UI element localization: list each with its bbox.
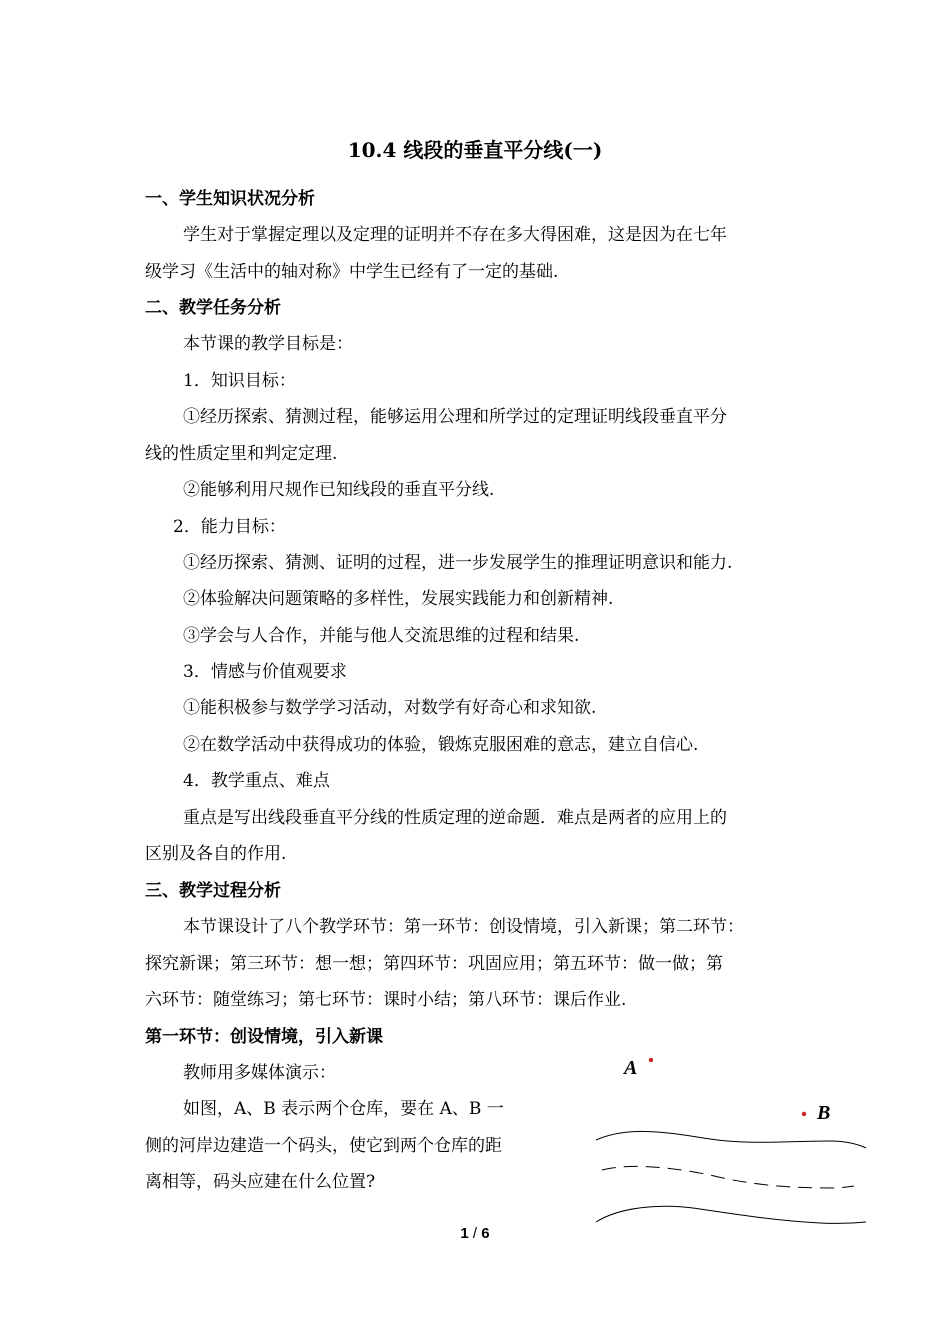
paragraph-line: ③学会与人合作，并能与他人交流思维的过程和结果. (183, 626, 580, 646)
paragraph-line: ②在数学活动中获得成功的体验，锻炼克服困难的意志，建立自信心. (183, 735, 699, 755)
paragraph-line: ①经历探索、猜测、证明的过程，进一步发展学生的推理证明意识和能力. (183, 553, 733, 573)
point-a-dot (649, 1058, 653, 1062)
paragraph-line: 六环节：随堂练习；第七环节：课时小结；第八环节：课后作业. (145, 990, 627, 1010)
river-bank-upper (596, 1131, 866, 1148)
river-warehouse-figure (590, 1045, 875, 1235)
document-title: 10.4 线段的垂直平分线(一) (347, 138, 603, 162)
river-bank-lower (596, 1206, 866, 1223)
point-b-dot (802, 1112, 806, 1116)
section-heading-2: 二、教学任务分析 (145, 298, 281, 318)
paragraph-line: 本节课设计了八个教学环节：第一环节：创设情境，引入新课；第二环节： (183, 917, 744, 937)
paragraph-line: 区别及各自的作用. (145, 844, 287, 864)
river-center-dashed (602, 1166, 854, 1188)
page-number (0, 1225, 950, 1242)
paragraph-line: 离相等，码头应建在什么位置? (145, 1172, 376, 1192)
paragraph-line: 线的性质定里和判定定理. (145, 444, 338, 464)
paragraph-line: ②能够利用尺规作已知线段的垂直平分线. (183, 480, 495, 500)
paragraph-line: 探究新课；第三环节：想一想；第四环节：巩固应用；第五环节：做一做；第 (145, 954, 723, 974)
paragraph-line: 2．能力目标： (173, 517, 286, 537)
paragraph-line: 教师用多媒体演示： (183, 1063, 336, 1083)
section-heading-1: 一、学生知识状况分析 (145, 189, 315, 209)
point-a-label: A (624, 1057, 638, 1079)
page-total: 6 (481, 1225, 490, 1242)
paragraph-line: 级学习《生活中的轴对称》中学生已经有了一定的基础. (145, 262, 559, 282)
section-heading-3: 三、教学过程分析 (145, 881, 281, 901)
paragraph-line: 如图，A、B 表示两个仓库，要在 A、B 一 (183, 1099, 504, 1119)
page-separator: / (472, 1225, 478, 1242)
paragraph-line: 侧的河岸边建造一个码头，使它到两个仓库的距 (145, 1136, 502, 1156)
paragraph-line: ①经历探索、猜测过程，能够运用公理和所学过的定理证明线段垂直平分 (183, 407, 727, 427)
paragraph-line: 重点是写出线段垂直平分线的性质定理的逆命题．难点是两者的应用上的 (183, 808, 727, 828)
point-b-label: B (817, 1102, 831, 1124)
paragraph-line: 3．情感与价值观要求 (183, 662, 347, 682)
paragraph-line: 4．教学重点、难点 (183, 771, 330, 791)
paragraph-line: ②体验解决问题策略的多样性，发展实践能力和创新精神. (183, 589, 614, 609)
paragraph-line: 本节课的教学目标是： (183, 334, 353, 354)
paragraph-line: 1．知识目标： (183, 371, 296, 391)
page-current: 1 (460, 1225, 469, 1242)
subsection-heading: 第一环节：创设情境，引入新课 (145, 1027, 383, 1047)
paragraph-line: ①能积极参与数学学习活动，对数学有好奇心和求知欲. (183, 698, 597, 718)
paragraph-line: 学生对于掌握定理以及定理的证明并不存在多大得困难，这是因为在七年 (183, 225, 727, 245)
